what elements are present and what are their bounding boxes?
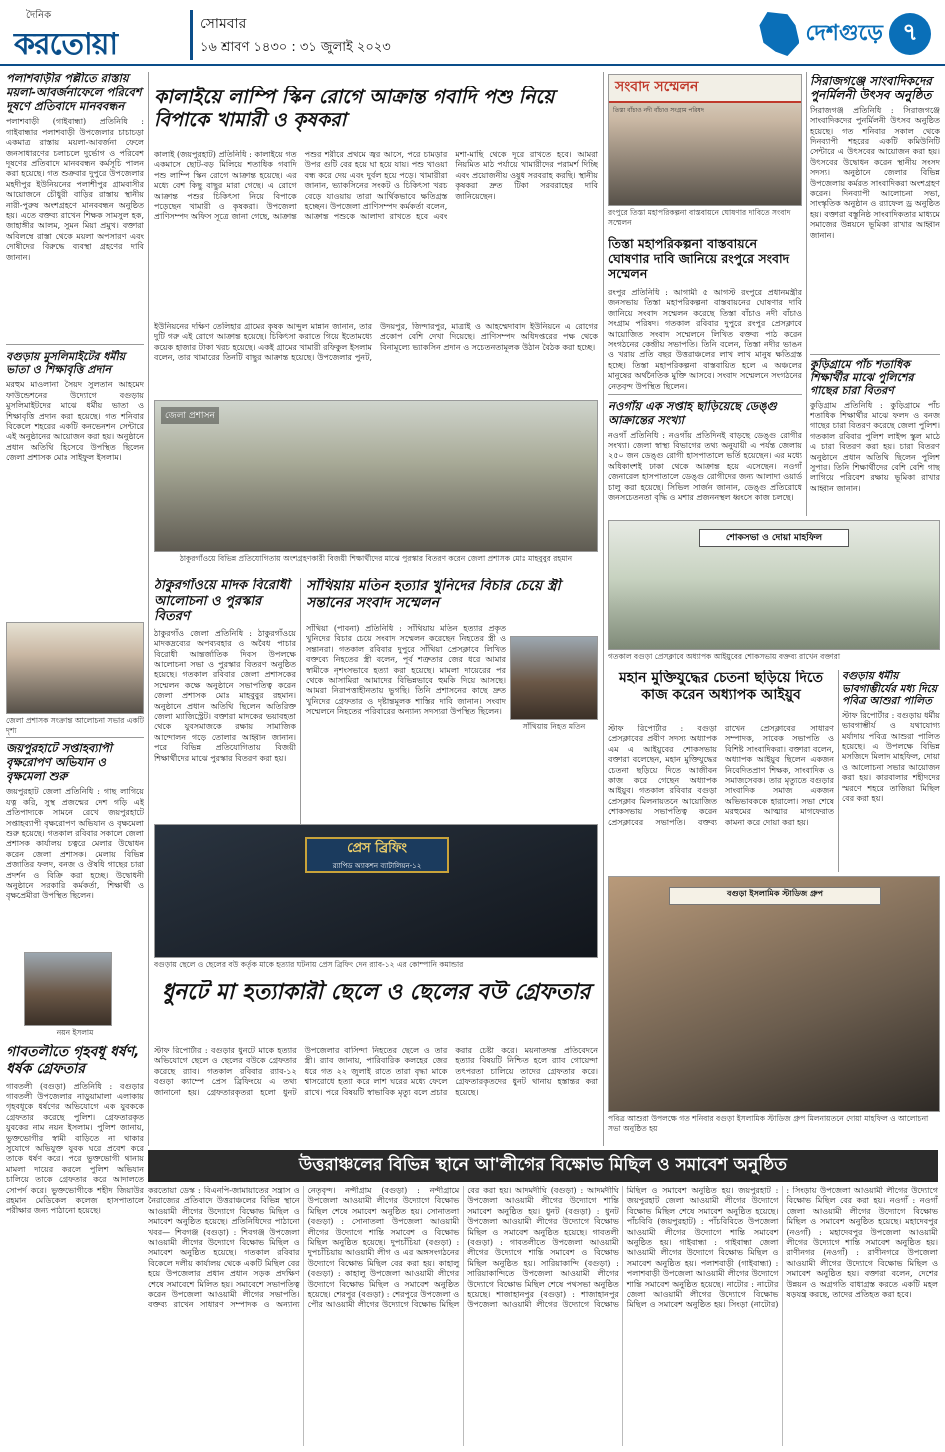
lead-body-text: কালাই (জয়পুরহাট) প্রতিনিধি : কালাইয়ে গত একমাসে ছোট-বড় মিলিয়ে শতাধিক গবাদি পশু লাম্পি স্কিন রোগে আক্রান্ত হয়েছে। এর মধ্যে বেশ কিছু বাছুর মারা গেছে। এ রোগে আক্রান্ত পশুর চিকিৎসা নিয়ে বিপাকে পড়েছেন খামারী ও কৃষকরা। উপজেলা প্রাণিসম্পদ অফিস সূত্রে জানা গেছে, আক্রান্ত পশুর শরীরে প্রথমে জ্বর আসে, পরে চামড়ার উপর গুটি বের হয়ে ঘা হয়ে যায়। পশু খাওয়া বন্ধ করে দেয় এবং দুর্বল হয়ে পড়ে। খামারীরা জানান, ভ্যাকসিনের সংকট ও চিকিৎসা খরচ বেড়ে যাওয়ায় তারা আর্থিকভাবে ক্ষতিগ্রস্ত হচ্ছেন। উপজেলা প্রাণিসম্পদ কর্মকর্তা বলেন, আক্রান্ত পশুকে আলাদা রাখতে হবে এবং মশা-মাছি থেকে দূরে রাখতে হবে। আমরা নিয়মিত মাঠ পর্যায়ে খামারীদের পরামর্শ দিচ্ছি এবং প্রয়োজনীয় ওষুধ সরবরাহ করছি। স্থানীয় কৃষকরা দ্রুত টিকা সরবরাহের দাবি জানিয়েছেন। [154,150,598,222]
press-board-subtitle: র‍্যাপিড অ্যাকশন ব্যাটালিয়ন-১২ [332,862,422,870]
banner-title: শোকসভা ও দোয়া মাহফিল [699,529,849,547]
article-headline: নওগাঁয় এক সপ্তাহ ছাড়িয়েছে ডেঙ্গু আক্রান্তের সংখ্যা [608,400,777,427]
column-rule [806,72,807,516]
article-headline: কুড়িগ্রামে পাঁচ শতাধিক শিক্ষার্থীর মাঝে পুলিশের গাছের চারা বিতরণ [810,358,914,398]
article-dengue [608,400,802,516]
article-headline: সাঁথিয়ায় মতিন হত্যার খুনিদের বিচার চেয়ে স্ত্রী সন্তানের সংবাদ সম্মেলন [306,578,561,611]
photo-caption: পবিত্র আশুরা উপলক্ষে গত শনিবার বগুড়া ইসলামিক স্টাডিজ গ্রুপ মিলনায়তনে দোয়া মাহফিল ও আলোচনা সভা অনুষ্ঠিত হয় [608,1114,929,1133]
article-rangpur [608,288,802,390]
lead-headline: কালাইয়ে লাম্পি স্কিন রোগে আক্রান্ত গবাদি পশু নিয়ে বিপাকে খামারী ও কৃষকরা [154,86,555,131]
photo-victim-portrait [510,636,598,720]
article-shokshobha [608,724,834,872]
portrait-caption: সাঁথিয়ায় নিহত মতিন [522,722,586,731]
banner-title: বগুড়া ইসলামিক স্টাডিজ গ্রুপ [669,887,881,905]
divider [608,394,802,395]
article-body: কুড়িগ্রাম প্রতিনিধি : কুড়িগ্রামে পাঁচ শতাধিক শিক্ষার্থীর মাঝে ফলদ ও বনজ গাছের চারা বিতরণ করেছে জেলা পুলিশ। গতকাল রবিবার পুলিশ লাইন্স স্কুল মাঠে এ চারা বিতরণ করা হয়। চারা বিতরণ অনুষ্ঠানে প্রধান অতিথি ছিলেন পুলিশ সুপার। তিনি শিক্ষার্থীদের বেশি বেশি গাছ লাগিয়ে পরিবেশ রক্ষায় ভূমিকা রাখার আহ্বান জানান। [810,400,940,493]
masthead-rule [0,64,945,66]
article-body: করতোয়া ডেস্ক : বিএনপি-জামায়াতের সন্ত্রাস ও নৈরাজ্যের প্রতিবাদে উত্তরাঞ্চলের বিভিন্ন স্থানে আওয়ামী লীগের উদ্যোগে বিক্ষোভ মিছিল ও সমাবেশ অনুষ্ঠিত হয়েছে। প্রতিনিধিদের পাঠানো খবর— শিবগঞ্জ (বগুড়া) : শিবগঞ্জ উপজেলা আওয়ামী লীগের উদ্যোগে বিক্ষোভ মিছিল ও সমাবেশ অনুষ্ঠিত হয়েছে। গতকাল রবিবার বিকেলে দলীয় কার্যালয় থেকে একটি মিছিল বের হয়ে উপজেলার প্রধান প্রধান সড়ক প্রদক্ষিণ শেষে সমাবেশে মিলিত হয়। সমাবেশে সভাপতিত্ব করেন উপজেলা আওয়ামী লীগের সভাপতি। বক্তব্য রাখেন সাধারণ সম্পাদক ও অন্যান্য নেতৃবৃন্দ। নন্দীগ্রাম (বগুড়া) : নন্দীগ্রামে উপজেলা আওয়ামী লীগের উদ্যোগে বিক্ষোভ মিছিল শেষে সমাবেশ অনুষ্ঠিত হয়। সোনাতলা (বগুড়া) : সোনাতলা উপজেলা আওয়ামী লীগের উদ্যোগে শান্তি সমাবেশ ও বিক্ষোভ মিছিল অনুষ্ঠিত হয়েছে। দুপচাঁচিয়া (বগুড়া) : দুপচাঁচিয়ায় আওয়ামী লীগ ও এর অঙ্গসংগঠনের উদ্যোগে বিক্ষোভ মিছিল বের করা হয়। কাহালু (বগুড়া) : কাহালু উপজেলা আওয়ামী লীগের উদ্যোগে বিক্ষোভ মিছিল ও সমাবেশ অনুষ্ঠিত হয়েছে। শেরপুর (বগুড়া) : শেরপুরে উপজেলা ও পৌর আওয়ামী লীগের উদ্যোগে বিক্ষোভ মিছিল বের করা হয়। আদমদীঘি (বগুড়া) : আদমদীঘি উপজেলা আওয়ামী লীগের উদ্যোগে শান্তি সমাবেশ অনুষ্ঠিত হয়। ধুনট (বগুড়া) : ধুনট উপজেলা আওয়ামী লীগের উদ্যোগে বিক্ষোভ মিছিল ও সমাবেশ অনুষ্ঠিত হয়েছে। গাবতলী (বগুড়া) : গাবতলীতে উপজেলা আওয়ামী লীগের উদ্যোগে শান্তি সমাবেশ ও বিক্ষোভ মিছিল অনুষ্ঠিত হয়। সারিয়াকান্দি (বগুড়া) : সারিয়াকান্দিতে উপজেলা আওয়ামী লীগের উদ্যোগে বিক্ষোভ মিছিল শেষে পথসভা অনুষ্ঠিত হয়েছে। শাজাহানপুর (বগুড়া) : শাজাহানপুর উপজেলা আওয়ামী লীগের উদ্যোগে বিক্ষোভ মিছিল ও সমাবেশ অনুষ্ঠিত হয়। জয়পুরহাট : জয়পুরহাট জেলা আওয়ামী লীগের উদ্যোগে বিক্ষোভ মিছিল শেষে সমাবেশ অনুষ্ঠিত হয়েছে। পাঁচবিবি (জয়পুরহাট) : পাঁচবিবিতে উপজেলা আওয়ামী লীগের উদ্যোগে শান্তি সমাবেশ অনুষ্ঠিত হয়। গাইবান্ধা : গাইবান্ধা জেলা আওয়ামী লীগের উদ্যোগে বিক্ষোভ মিছিল ও সমাবেশ অনুষ্ঠিত হয়। পলাশবাড়ী (গাইবান্ধা) : পলাশবাড়ী উপজেলা আওয়ামী লীগের উদ্যোগে শান্তি সমাবেশ অনুষ্ঠিত হয়েছে। নাটোর : নাটোর জেলা আওয়ামী লীগের উদ্যোগে বিক্ষোভ মিছিল ও সমাবেশ অনুষ্ঠিত হয়। সিংড়া (নাটোর) : সিংড়ায় উপজেলা আওয়ামী লীগের উদ্যোগে বিক্ষোভ মিছিল বের করা হয়। নওগাঁ : নওগাঁ জেলা আওয়ামী লীগের উদ্যোগে বিক্ষোভ মিছিল ও সমাবেশ অনুষ্ঠিত হয়েছে। মহাদেবপুর (নওগাঁ) : মহাদেবপুর উপজেলা আওয়ামী লীগের উদ্যোগে শান্তি সমাবেশ অনুষ্ঠিত হয়। রাণীনগর (নওগাঁ) : রাণীনগরে উপজেলা আওয়ামী লীগের উদ্যোগে বিক্ষোভ মিছিল ও সমাবেশ অনুষ্ঠিত হয়। বক্তারা বলেন, দেশের উন্নয়ন ও অগ্রগতি বাধাগ্রস্ত করতে একটি মহল ষড়যন্ত্র করছে, তাদের প্রতিহত করা হবে। [148,1186,938,1310]
banner-subtitle: তিস্তা বাঁচাও নদী বাঁচাও সংগ্রাম পরিষদ [613,107,704,114]
masthead [0,0,945,80]
article-sirajganj [810,74,940,352]
article-body: গাবতলী (বগুড়া) প্রতিনিধি : বগুড়ার গাবতলী উপজেলার নাড়ুয়ামালা এলাকায় গৃহবধূকে ধর্ষণের অভিযোগে এক যুবককে গ্রেফতার করেছে পুলিশ। গ্রেফতারকৃত যুবকের নাম নয়ন ইসলাম। পুলিশ জানায়, ভুক্তভোগীর স্বামী বাড়িতে না থাকার সুযোগে অভিযুক্ত যুবক ঘরে প্রবেশ করে তাকে ধর্ষণ করে। পরে ভুক্তভোগী থানায় মামলা দায়ের করলে পুলিশ অভিযান চালিয়ে তাকে গ্রেফতার করে আদালতে সোপর্দ করে। ভুক্তভোগীকে শহীদ জিয়াউর রহমান মেডিকেল কলেজ হাসপাতালে পরীক্ষার জন্য পাঠানো হয়েছে। [6,1081,144,1216]
photo-accused-portrait [24,952,112,1026]
logo-prefix: দৈনিক [26,10,52,21]
photo-label: জেলা প্রশাসন [161,407,219,424]
rangpur-headline-box [608,236,802,286]
photo-meeting [6,622,144,714]
masthead-day: সোমবার [200,16,247,32]
divider [810,354,940,355]
masthead-divider [190,10,193,60]
article-body: স্টাফ রিপোর্টার : বগুড়া প্রেসক্লাবের প্রবীণ সদস্য অধ্যাপক এম এ আইয়ুবের শোকসভায় বক্তারা বলেছেন, মহান মুক্তিযুদ্ধের চেতনা ছড়িয়ে দিতে আজীবন কাজ করে গেছেন অধ্যাপক আইয়ুব। গতকাল রবিবার বগুড়া প্রেসক্লাব মিলনায়তনে আয়োজিত শোকসভায় সভাপতিত্ব করেন প্রেসক্লাবের সভাপতি। বক্তব্য রাখেন প্রেসক্লাবের সাধারণ সম্পাদক, সাবেক সভাপতি ও বিশিষ্ট সাংবাদিকরা। বক্তারা বলেন, অধ্যাপক আইয়ুব ছিলেন একজন নিবেদিতপ্রাণ শিক্ষক, সাংবাদিক ও সমাজসেবক। তার মৃত্যুতে বগুড়ার সাংবাদিক সমাজ একজন অভিভাবককে হারালো। সভা শেষে মরহুমের আত্মার মাগফেরাত কামনা করে দোয়া করা হয়। [608,724,834,827]
article-body: জয়পুরহাট জেলা প্রতিনিধি : গাছ লাগিয়ে যত্ন করি, সুস্থ প্রজন্মের দেশ গড়ি এই প্রতিপাদ্যকে সামনে রেখে জয়পুরহাটে সপ্তাহব্যাপী বৃক্ষরোপণ অভিযান ও বৃক্ষমেলা শুরু হয়েছে। গতকাল রবিবার সকালে জেলা প্রশাসক কার্যালয় চত্বরে মেলার উদ্বোধন করেন জেলা প্রশাসক। মেলায় বিভিন্ন প্রজাতির ফলদ, বনজ ও ঔষধি গাছের চারা প্রদর্শন ও বিক্রি করা হচ্ছে। উদ্বোধনী অনুষ্ঠানে সরকারি কর্মকর্তা, শিক্ষার্থী ও বৃক্ষপ্রেমীরা উপস্থিত ছিলেন। [6,787,144,901]
banner-headline: উত্তরাঞ্চলের বিভিন্ন স্থানে আ'লীগের বিক্ষোভ মিছিল ও সমাবেশ অনুষ্ঠিত [298,1155,788,1175]
photo-award-ceremony [154,400,598,552]
article-body: পলাশবাড়ী (গাইবান্ধা) প্রতিনিধি : গাইবান্ধার পলাশবাড়ী উপজেলার চাচাচড়া একমাত্র রাস্তায় ময়লা-আবর্জনা ফেলে জনসাধারণের চলাচলে দুর্ভোগ ও পরিবেশ দূষণের প্রতিবাদে মানববন্ধন কর্মসূচি পালন করা হয়েছে। গত শুক্রবার দুপুরে উপজেলার মহদীপুর ইউনিয়নের পলাশীপুর গ্রামবাসীর আয়োজনে চৌধুরী বাড়ির রাস্তায় স্থানীয় নারী-পুরুষ অংশগ্রহণে মানববন্ধন অনুষ্ঠিত হয়। এতে বক্তব্য রাখেন শিক্ষক সামসুল হক, জাহাঙ্গীর আলম, সুমন মিয়া প্রমুখ। বক্তারা অবিলম্বে রাস্তা থেকে ময়লা অপসারণ এবং দোষীদের বিরুদ্ধে ব্যবস্থা গ্রহণের দাবি জানান। [6,117,144,262]
divider [6,737,144,738]
masthead-date: ১৬ শ্রাবণ ১৪৩০ : ৩১ জুলাই ২০২৩ [200,40,391,55]
photo-caption: ঠাকুরগাঁওয়ে বিভিন্ন প্রতিযোগিতায় অংশগ্রহণকারী বিজয়ী শিক্ষার্থীদের মাঝে পুরস্কার বিতরণ করেন জেলা প্রশাসক মোঃ মাহবুবুর রহমান [179,554,573,563]
photo-rangpur-press [608,74,802,206]
photo-caption: গতকাল বগুড়া প্রেসক্লাবে অধ্যাপক আইয়ুবের শোকসভায় বক্তব্য রাখেন বক্তারা [608,652,841,661]
article-body: মরহুম মাওলানা সৈয়দ সুলতান আহমেদ ফাউন্ডেশনের উদ্যোগে বগুড়ায় মুসলিমাইটদের মাঝে ধর্মীয় ভাতা ও শিক্ষাবৃত্তি প্রদান করা হয়েছে। গত শনিবার বিকেলে শহরের একটি কনভেনশন সেন্টারে এই অনুষ্ঠানের আয়োজন করা হয়। অনুষ্ঠানে প্রধান অতিথি হিসেবে উপস্থিত ছিলেন জেলা প্রশাসক মোঃ সাইফুল ইসলাম। [6,380,144,463]
article-headline: সিরাজগঞ্জে সাংবাদিকদের পুনর্মিলনী উৎসব অনুষ্ঠিত [810,74,932,103]
lead-body-cont [154,322,598,398]
article-body: সিরাজগঞ্জ প্রতিনিধি : সিরাজগঞ্জে সাংবাদিকদের পুনর্মিলনী উৎসব অনুষ্ঠিত হয়েছে। গত শনিবার সকাল থেকে দিনব্যাপী শহরের একটি কমিউনিটি সেন্টারে এ উৎসবের আয়োজন করা হয়। উৎসবের উদ্বোধন করেন স্থানীয় সংসদ সদস্য। অনুষ্ঠানে জেলার বিভিন্ন উপজেলায় কর্মরত সাংবাদিকরা অংশগ্রহণ করেন। দিনব্যাপী আলোচনা সভা, সাংস্কৃতিক অনুষ্ঠান ও র‍্যাফেল ড্র অনুষ্ঠিত হয়। বক্তারা বস্তুনিষ্ঠ সাংবাদিকতার মাধ্যমে সমাজের উন্নয়নে ভূমিকা রাখার আহ্বান জানান। [810,105,940,240]
press-board [305,837,449,873]
article-ashura [842,670,940,872]
portrait-caption: নয়ন ইসলাম [56,1028,94,1037]
article-body: নওগাঁ প্রতিনিধি : নওগাঁয় প্রতিদিনই বাড়ছে ডেঙ্গু রোগীর সংখ্যা। জেলা স্বাস্থ্য বিভাগের তথ্য অনুযায়ী এ পর্যন্ত জেলায় ২৫০ জন ডেঙ্গু রোগী হাসপাতালে ভর্তি হয়েছেন। এর মধ্যে অধিকাংশই ঢাকা থেকে আক্রান্ত হয়ে এসেছেন। নওগাঁ জেনারেল হাসপাতালে ডেঙ্গু রোগীদের জন্য আলাদা ওয়ার্ড চালু করা হয়েছে। সিভিল সার্জন জানান, ডেঙ্গু প্রতিরোধে জনসচেতনতা বৃদ্ধি ও মশার প্রজননস্থল ধ্বংসে কাজ চলছে। [608,430,802,503]
column-rule [148,72,149,1146]
lead-headline-box [154,86,602,146]
article-headline: পলাশবাড়ীর পল্লীতে রাস্তায় ময়লা-আবর্জনাফেলে পরিবেশ দূষণে প্রতিবাদে মানববন্ধন [6,72,142,113]
article-body: ঠাকুরগাঁও জেলা প্রতিনিধি : ঠাকুরগাঁওয়ে মাদকদ্রব্যের অপব্যবহার ও অবৈধ পাচার বিরোধী আন্তর্জাতিক দিবস উপলক্ষে আলোচনা সভা ও পুরস্কার বিতরণ অনুষ্ঠিত হয়েছে। গতকাল রবিবার জেলা প্রশাসকের সম্মেলন কক্ষে অনুষ্ঠানে সভাপতিত্ব করেন জেলা প্রশাসক মোঃ মাহবুবুর রহমান। অনুষ্ঠানে প্রধান অতিথি ছিলেন অতিরিক্ত জেলা ম্যাজিস্ট্রেট। বক্তারা মাদকের ভয়াবহতা থেকে যুবসমাজকে রক্ষায় সামাজিক আন্দোলন গড়ে তোলার আহ্বান জানান। পরে বিভিন্ন প্রতিযোগিতায় বিজয়ী শিক্ষার্থীদের মাঝে পুরস্কার বিতরণ করা হয়। [154,628,296,763]
bangladesh-map-icon [759,12,799,56]
banner-board [609,75,801,103]
article-bogura-bhata [6,350,144,618]
article-palashbari [6,72,144,342]
article-headline: ধুনটে মা হত্যাকারী ছেলে ও ছেলের বউ গ্রেফতার [161,980,591,1005]
photo-press-briefing [154,824,598,958]
article-body: স্টাফ রিপোর্টার : বগুড়ায় ধর্মীয় ভাবগাম্ভীর্য ও যথাযোগ্য মর্যাদায় পবিত্র আশুরা পালিত হয়েছে। এ উপলক্ষে বিভিন্ন মসজিদে মিলাদ মাহফিল, দোয়া ও আলোচনা সভার আয়োজন করা হয়। কারবালার শহীদদের স্মরণে শহরে তাজিয়া মিছিল বের করা হয়। [842,710,940,804]
photo-caption: রংপুরে তিস্তা মহাপরিকল্পনা বাস্তবায়নে ঘোষণার দাবিতে সংবাদ সম্মেলন [608,208,791,227]
santhia-headline-box [306,578,600,622]
shokshobha-headline-box [608,670,834,722]
section-name: দেশগুড়ে [805,20,883,46]
article-headline: মহান মুক্তিযুদ্ধের চেতনা ছড়িয়ে দিতে কাজ করেন অধ্যাপক আইয়ুব [618,670,824,703]
page-number: ৭ [889,13,931,55]
newspaper-logo: করতোয়া [14,27,118,62]
lead-body [154,150,598,320]
article-joypurhat-tree [6,742,144,950]
article-gabtali [6,1044,144,1446]
article-headline: জয়পুরহাটে সপ্তাহব্যাপী বৃক্ষরোপণ অভিযান ও বৃক্ষমেলা শুরু [6,742,113,783]
article-awami-league [148,1186,938,1446]
photo-ashura-prayer [608,876,940,1112]
bottom-banner [148,1150,938,1182]
article-body: রংপুর প্রতিনিধি : আগামী ৫ আগস্ট রংপুরে প্রধানমন্ত্রীর জনসভায় তিস্তা মহাপরিকল্পনা বাস্তবায়নের ঘোষণার দাবি জানিয়ে সংবাদ সম্মেলন করেছে তিস্তা বাঁচাও নদী বাঁচাও সংগ্রাম পরিষদ। গতকাল রবিবার দুপুরে রংপুর প্রেসক্লাবে আয়োজিত সংবাদ সম্মেলনে লিখিত বক্তব্য পাঠ করেন সংগঠনের কেন্দ্রীয় সভাপতি। তিনি বলেন, তিস্তা নদীর ভাঙন ও খরায় প্রতি বছর উত্তরাঞ্চলের লাখ লাখ মানুষ ক্ষতিগ্রস্ত হচ্ছে। তিস্তা মহাপরিকল্পনা বাস্তবায়িত হলে এ অঞ্চলের মানুষের অর্থনৈতিক মুক্তি আসবে। সংবাদ সম্মেলনে সংগঠনের নেতৃবৃন্দ উপস্থিত ছিলেন। [608,288,802,390]
column-rule [838,670,839,872]
photo-condolence-meeting [608,520,940,650]
article-body: স্টাফ রিপোর্টার : বগুড়ার ধুনটে মাকে হত্যার অভিযোগে ছেলে ও ছেলের বউকে গ্রেফতার করেছে র‍্যাব। গতকাল রবিবার র‍্যাব-১২ বগুড়া ক্যাম্পে প্রেস ব্রিফিংয়ে এ তথ্য জানানো হয়। গ্রেফতারকৃতরা হলো ধুনট উপজেলার বাসিন্দা নিহতের ছেলে ও তার স্ত্রী। র‍্যাব জানায়, পারিবারিক কলহের জের ধরে গত ২২ জুলাই রাতে তারা বৃদ্ধা মাকে শ্বাসরোধে হত্যা করে লাশ ঘরের মধ্যে ফেলে রাখে। পরে বিষয়টি স্বাভাবিক মৃত্যু বলে প্রচার করার চেষ্টা করে। ময়নাতদন্ত প্রতিবেদনে হত্যার বিষয়টি নিশ্চিত হলে র‍্যাব গোয়েন্দা তৎপরতা চালিয়ে তাদের গ্রেফতার করে। গ্রেফতারকৃতদের ধুনট থানায় হস্তান্তর করা হয়েছে। [154,1046,598,1097]
article-headline: ঠাকুরগাঁওয়ে মাদক বিরোধী আলোচনা ও পুরস্কার বিতরণ [154,578,290,625]
article-santhia [306,624,506,822]
banner-title: সংবাদ সম্মেলন [615,79,699,95]
column-rule [603,72,604,1146]
article-dhunat [154,1046,598,1146]
divider [6,344,144,345]
article-kurigram [810,358,940,516]
article-body: সাঁথিয়া (পাবনা) প্রতিনিধি : সাঁথিয়ায় মতিন হত্যার প্রকৃত খুনিদের বিচার চেয়ে সংবাদ সম্মেলন করেছেন নিহতের স্ত্রী ও সন্তানরা। গতকাল রবিবার দুপুরে সাঁথিয়া প্রেসক্লাবে লিখিত বক্তব্যে নিহতের স্ত্রী বলেন, পূর্ব শত্রুতার জের ধরে আমার স্বামীকে নৃশংসভাবে হত্যা করা হয়েছে। মামলা দায়েরের পর থেকে আসামিরা আমাদের বিভিন্নভাবে হুমকি দিয়ে আসছে। আমরা নিরাপত্তাহীনতায় ভুগছি। তিনি প্রশাসনের কাছে দ্রুত খুনিদের গ্রেফতার ও দৃষ্টান্তমূলক শাস্তির দাবি জানান। সংবাদ সম্মেলনে নিহতের পরিবারের অন্যান্য সদস্যরা উপস্থিত ছিলেন। [306,624,506,717]
article-headline: গাবতলীতে গৃহবধূ ধর্ষণ, ধর্ষক গ্রেফতার [6,1044,140,1077]
section-badge [759,8,931,60]
dhunat-headline-box [154,980,598,1044]
photo-caption: জেলা প্রশাসক সংক্রান্ত আলোচনা সভার একটি দৃশ্য [6,716,144,735]
photo-caption: বগুড়ায় ছেলে ও ছেলের বউ কর্তৃক মাকে হত্যার ঘটনায় প্রেস ব্রিফিং দেন র‍্যাব-১২ এর কোম্পানি কমান্ডার [154,960,464,969]
article-headline: বগুড়ায় মুসলিমাইটের ধর্মীয় ভাতা ও শিক্ষাবৃত্তি প্রদান [6,350,126,377]
article-headline: বগুড়ায় ধর্মীয় ভাবগাম্ভীর্যের মধ্য দিয়ে পবিত্র আশুরা পালিত [842,670,937,708]
lead-body-col2: ইউনিয়নের দক্ষিণ তেলিহার গ্রামের কৃষক আব্দুল মান্নান জানান, তার দুটি গরু এই রোগে আক্রান্ত হয়েছে। চিকিৎসা করাতে গিয়ে ইতোমধ্যে কয়েক হাজার টাকা খরচ হয়েছে। একই গ্রামের খামারী রফিকুল ইসলাম বলেন, তার খামারের তিনটি বাছুর আক্রান্ত হয়েছে। উপজেলার পুনট, উদয়পুর, জিন্দারপুর, মাত্রাই ও আহম্মেদাবাদ ইউনিয়নে এ রোগের প্রকোপ বেশি দেখা দিয়েছে। প্রাণিসম্পদ অধিদপ্তরের পক্ষ থেকে বিনামূল্যে ভ্যাকসিন প্রদান ও সচেতনতামূলক উঠান বৈঠক করা হচ্ছে। [154,322,598,363]
article-headline: তিস্তা মহাপরিকল্পনা বাস্তবায়নে ঘোষণার দাবি জানিয়ে রংপুরে সংবাদ সম্মেলন [608,236,790,281]
press-board-title: প্রেস ব্রিফিং [347,841,407,856]
